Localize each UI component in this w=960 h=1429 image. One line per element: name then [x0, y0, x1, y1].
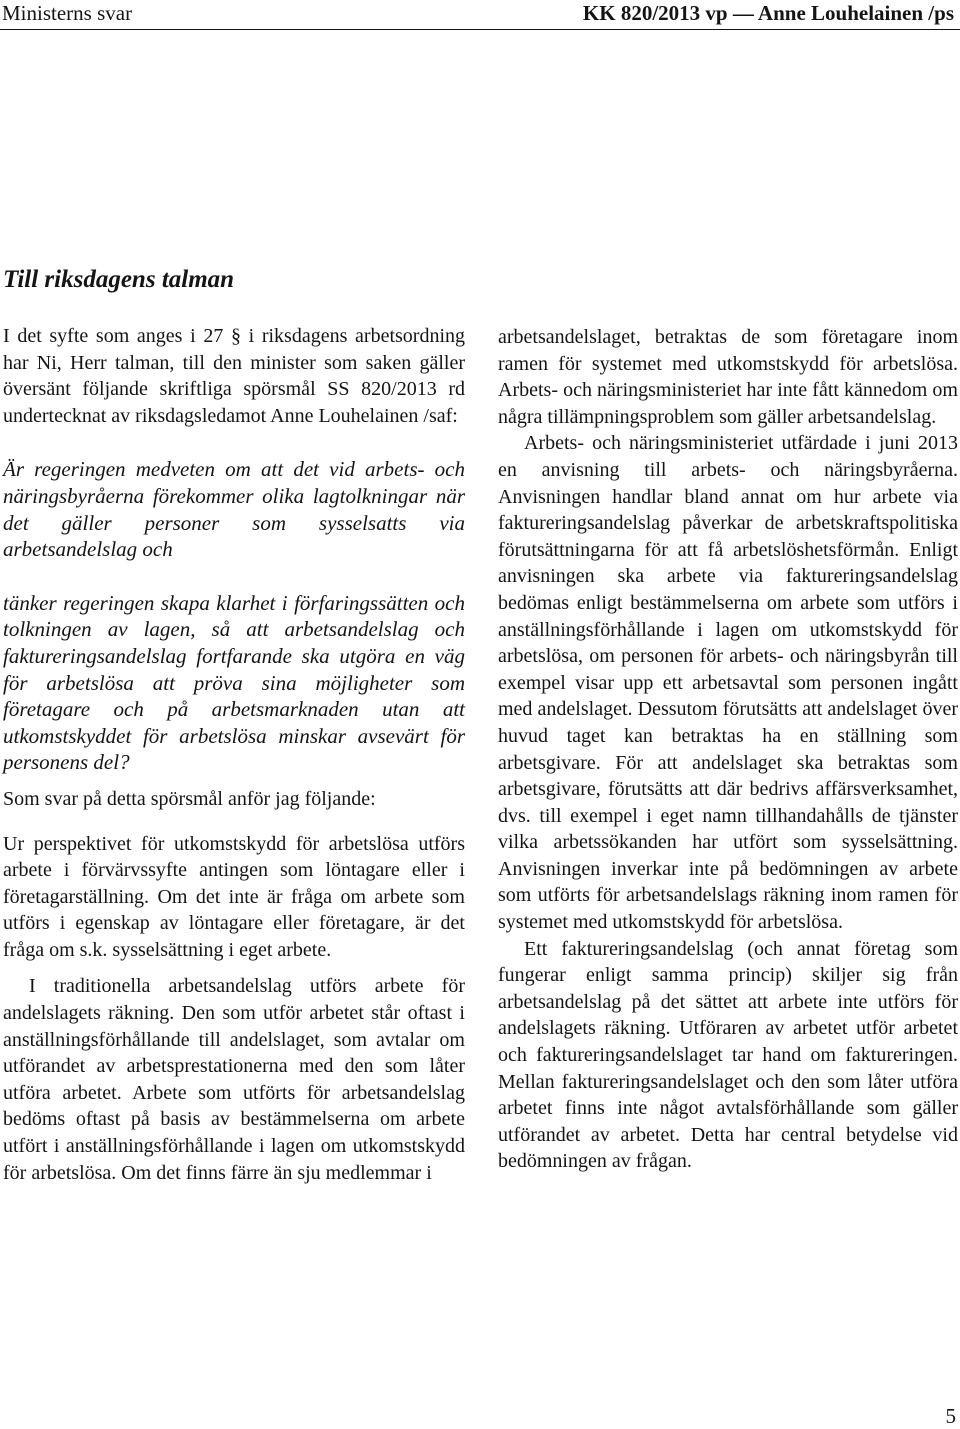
answer-paragraph-2: I traditionella arbetsandelslag utförs arbete för andelslagets räkning. Den som utför arbetet står oftast i anställningsförhållande till andelslaget, som avtalar om utförandet av arbetsprestationerna med den som låter utföra arbetet. Arbete som utförts för arbetsandelslag bedöms oftast på basis av bestämmelserna om arbete utfört i anställningsförhållande i lagen om utkomstskydd för arbetslösa. Om det finns färre än sju medlemmar i	[3, 975, 465, 1184]
intro-paragraph: I det syfte som anges i 27 § i riksdagens arbetsordning har Ni, Herr talman, till den minister som saken gäller översänt följande skriftliga spörsmål SS 820/2013 rd undertecknat av riksdagsledamot Anne Louhelainen /saf:	[3, 325, 465, 427]
left-column	[3, 323, 465, 1186]
running-head-left: Ministerns svar	[2, 1, 133, 25]
question-1: Är regeringen medveten om att det vid arbets- och näringsbyråerna förekommer olika lagtolkningar när det gäller personer som sysselsatts via arbetsandelslag och	[3, 457, 465, 562]
page-title: Till riksdagens talman	[3, 266, 235, 293]
page-number: 5	[945, 1404, 956, 1428]
right-column	[498, 324, 958, 1175]
running-head-right: KK 820/2013 vp — Anne Louhelainen /ps	[582, 1, 954, 25]
running-head	[0, 0, 960, 28]
answer-paragraph-1: Ur perspektivet för utkomstskydd för arbetslösa utförs arbete i förvärvssyfte antingen som löntagare eller i företagarställning. Om det inte är fråga om arbete som utförs i egenskap av löntagare eller företagare, är det fråga om s.k. sysselsättning i eget arbete.	[3, 832, 465, 961]
right-paragraph-3: Ett faktureringsandelslag (och annat företag som fungerar enligt samma princip) skiljer sig från arbetsandelslag på det sättet att arbete inte utförs för andelslagets räkning. Utföraren av arbetet utför arbetet och faktureringsandelslaget tar hand om faktureringen. Mellan faktureringsandelslaget och den som låter utföra arbetet finns inte något avtalsförhållande som gäller utförandet av arbetet. Detta har central betydelse vid bedömningen av frågan.	[498, 937, 958, 1173]
header-rule	[0, 29, 960, 30]
question-2: tänker regeringen skapa klarhet i förfaringssätten och tolkningen av lagen, så att arbetsandelslag och faktureringsandelslag fortfarande ska utgöra en väg för arbetslösa att pröva sina möjligheter som företagare och på arbetsmarknaden utan att utkomstskyddet för arbetslösa minskar avsevärt för personens del?	[3, 590, 465, 775]
answer-intro: Som svar på detta spörsmål anför jag följande:	[3, 787, 376, 810]
right-paragraph-1: arbetsandelslaget, betraktas de som företagare inom ramen för systemet med utkomstskydd för arbetslösa. Arbets- och näringsministeriet har inte fått kännedom om några tillämpningsproblem som gäller arbetsandelslag.	[498, 326, 958, 428]
right-paragraph-2: Arbets- och näringsministeriet utfärdade i juni 2013 en anvisning till arbets- och näringsbyråerna. Anvisningen handlar bland annat om hur arbete via faktureringsandelslag påverkar de arbetskraftspolitiska förutsättningarna för att få arbetslöshetsförmån. Enligt anvisningen ska arbete via faktureringsandelslag bedömas enligt bestämmelserna om arbete som utförs i anställningsförhållande i lagen om utkomstskydd för arbetslösa, om personen för arbets- och näringsbyrån till exempel visar upp ett arbetsavtal som personen ingått med andelslaget. Dessutom förutsätts att andelslaget över huvud taget kan betraktas ha en ställning som arbetsgivare. För att andelslaget ska betraktas som arbetsgivare, förutsätts att där bedrivs affärsverksamhet, dvs. till exempel i eget namn tillhandahålls de tjänster vilka arbetssökanden har utfört som sysselsättning. Anvisningen inverkar inte på bedömningen av arbete som utförts för arbetsandelslags räkning inom ramen för systemet med utkomstskydd för arbetslösa.	[498, 432, 958, 934]
